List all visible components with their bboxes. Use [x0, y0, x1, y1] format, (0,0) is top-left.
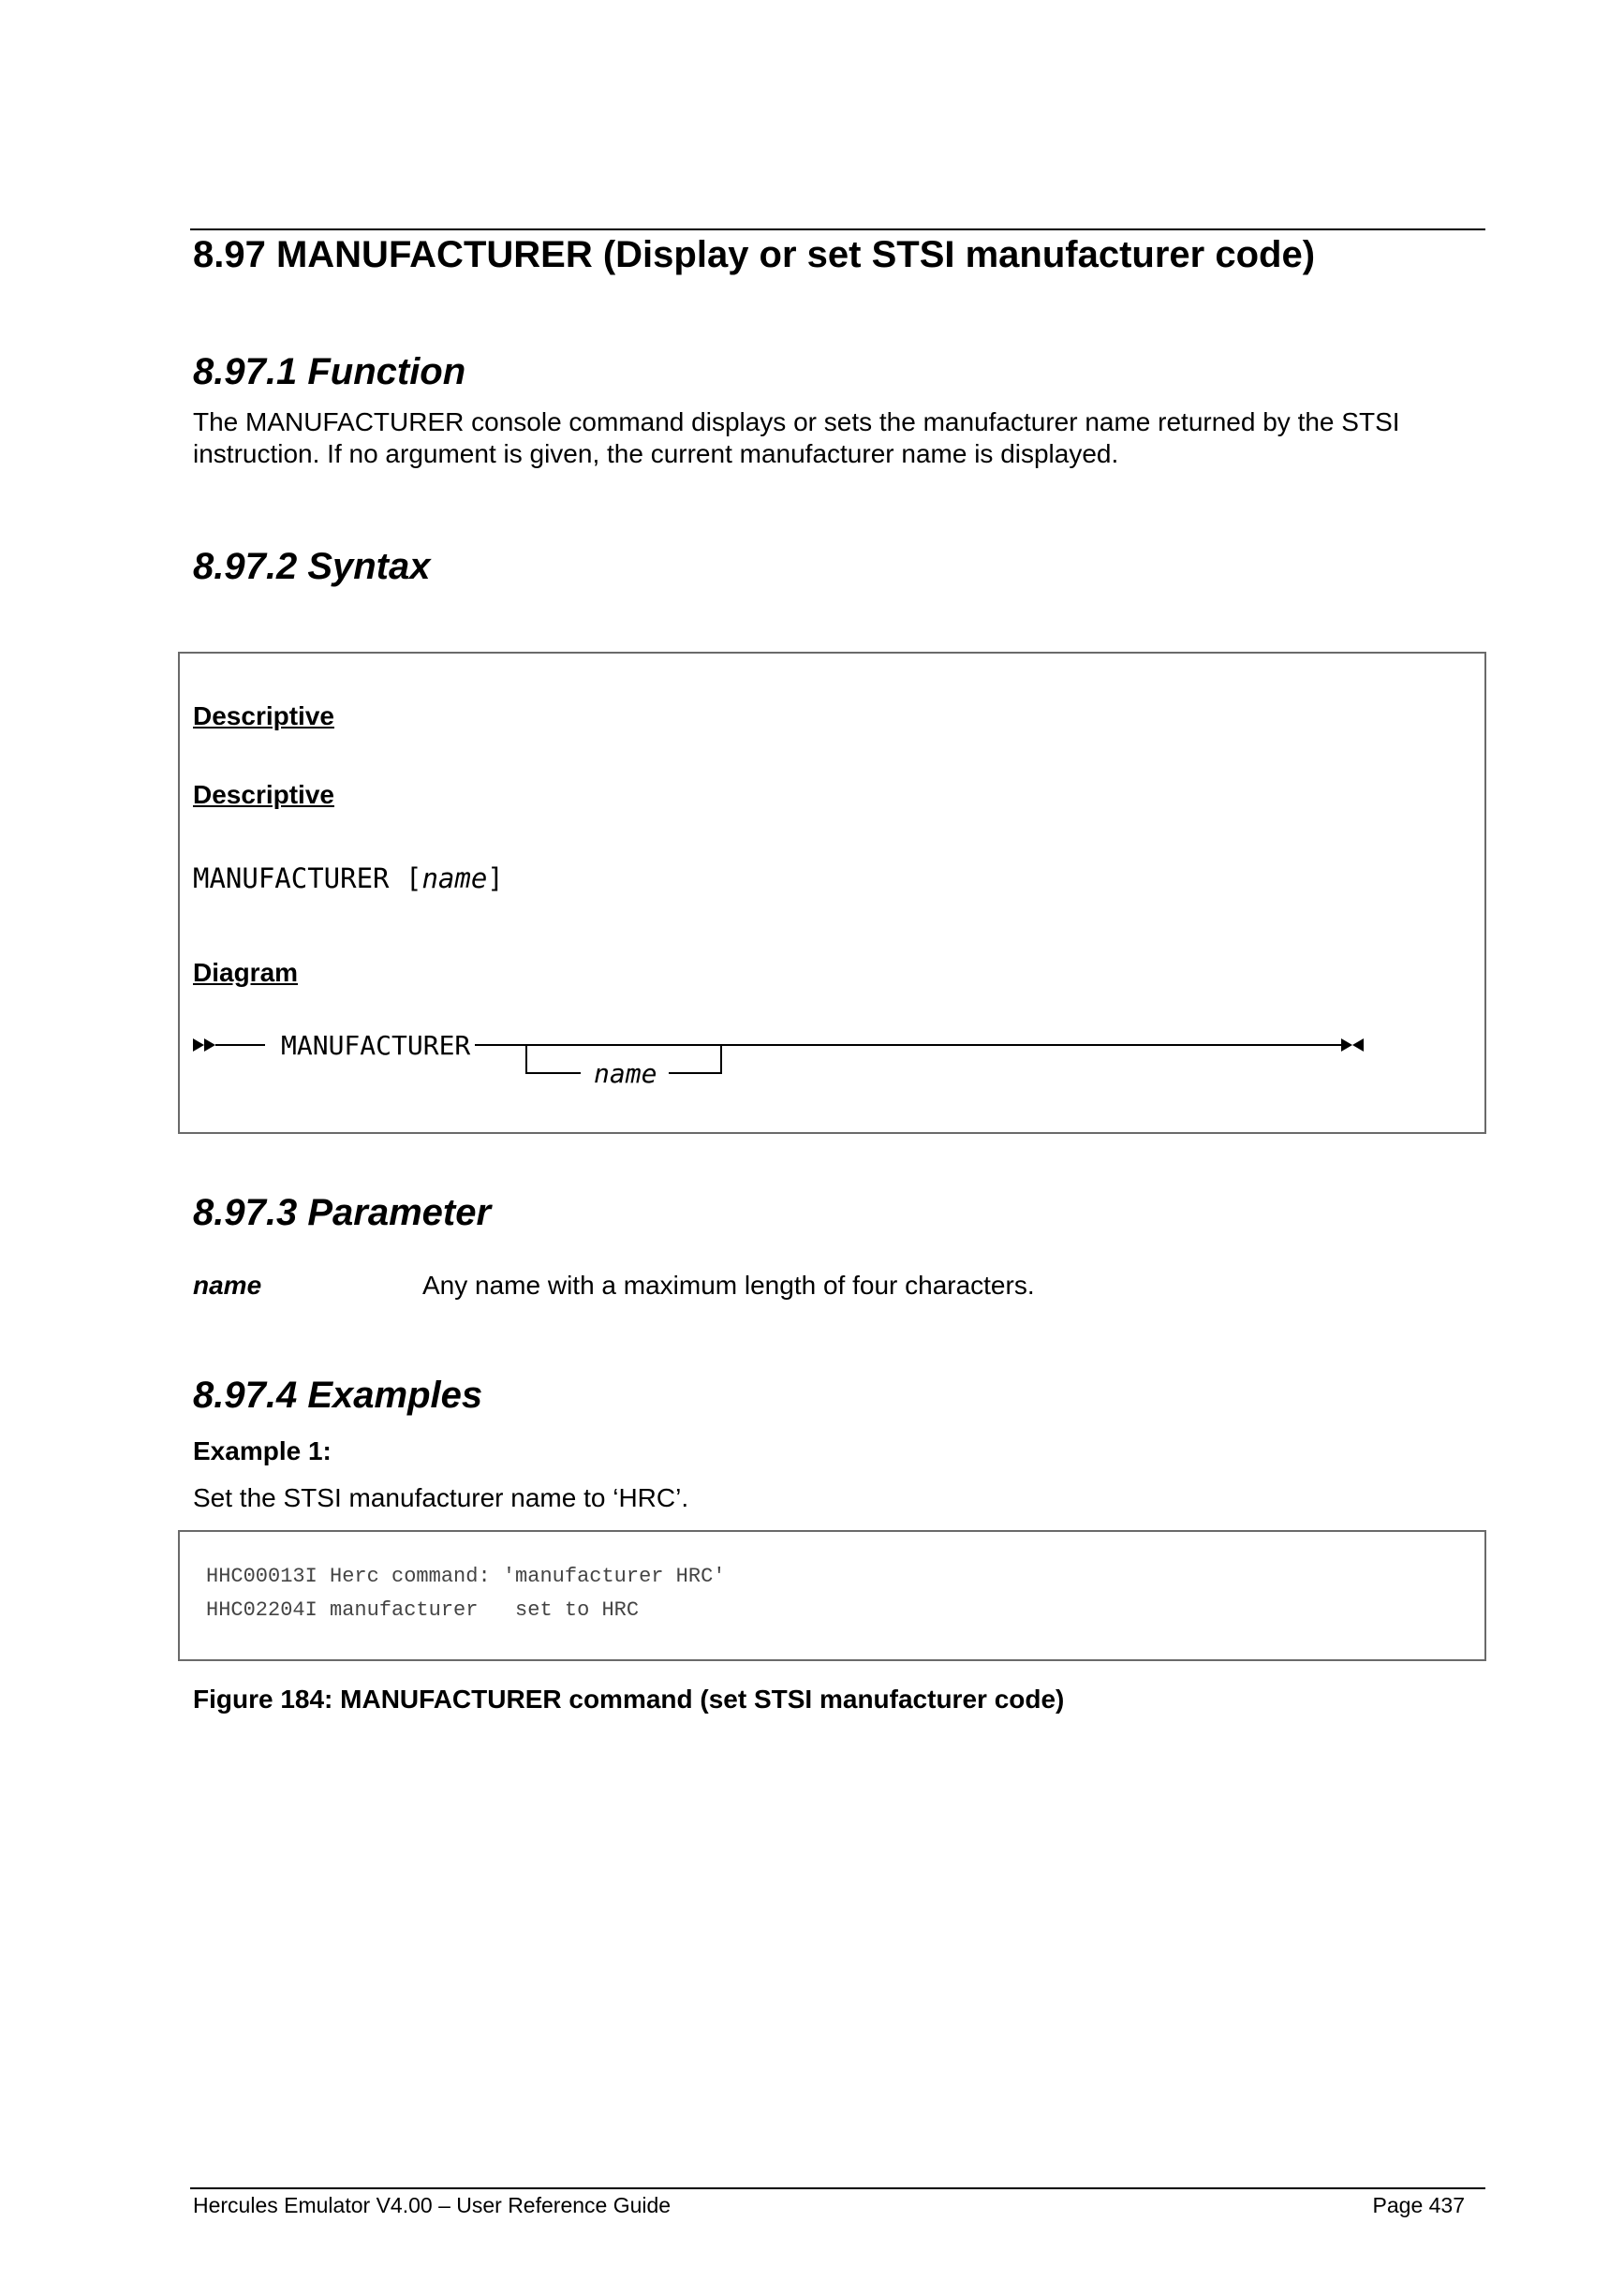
- section-title: 8.97 MANUFACTURER (Display or set STSI manufacturer code): [193, 234, 1316, 275]
- diagram-end-arrow-2: [1352, 1038, 1364, 1052]
- diagram-start-arrow-1: [193, 1038, 204, 1052]
- parameter-description: Any name with a maximum length of four characters.: [422, 1271, 1035, 1300]
- syntax-argument: name: [421, 862, 488, 894]
- descriptive-label-2: Descriptive: [193, 780, 334, 809]
- syntax-open-bracket: [: [405, 862, 422, 894]
- diagram-label: Diagram: [193, 958, 299, 987]
- code-line: HHC00013I Herc command: 'manufacturer HRC': [206, 1565, 726, 1588]
- footer-rule: [190, 2187, 1485, 2189]
- examples-heading: 8.97.4 Examples: [193, 1375, 483, 1416]
- diagram-keyword: MANUFACTURER: [281, 1030, 471, 1061]
- syntax-heading: 8.97.2 Syntax: [193, 546, 431, 587]
- syntax-close-bracket: ]: [487, 862, 504, 894]
- diagram-end-arrow-1: [1341, 1038, 1352, 1052]
- code-box: [178, 1530, 1486, 1661]
- diagram-branch-return: [669, 1045, 721, 1073]
- syntax-diagram: [187, 1025, 1395, 1100]
- diagram-start-arrow-2: [204, 1038, 215, 1052]
- syntax-command-line: [193, 861, 504, 895]
- parameter-name: name: [193, 1271, 262, 1300]
- parameter-heading: 8.97.3 Parameter: [193, 1192, 492, 1233]
- function-text-line-1: The MANUFACTURER console command displays or sets the manufacturer name returned by the STSI: [193, 407, 1400, 436]
- function-text-line-2: instruction. If no argument is given, the current manufacturer name is displayed.: [193, 439, 1119, 468]
- function-heading: 8.97.1 Function: [193, 351, 466, 392]
- diagram-optional-arg: name: [594, 1058, 657, 1089]
- figure-caption: Figure 184: MANUFACTURER command (set STSI manufacturer code): [193, 1685, 1065, 1714]
- diagram-branch: [526, 1045, 581, 1073]
- footer-title: Hercules Emulator V4.00 – User Reference Guide: [193, 2193, 672, 2217]
- code-line: HHC02204I manufacturer set to HRC: [206, 1598, 640, 1622]
- example-1-label: Example 1:: [193, 1436, 332, 1465]
- example-1-description: Set the STSI manufacturer name to ‘HRC’.: [193, 1483, 689, 1512]
- descriptive-label-1: Descriptive: [193, 701, 334, 730]
- syntax-command: MANUFACTURER: [193, 862, 390, 894]
- page-number: Page 437: [1372, 2193, 1465, 2217]
